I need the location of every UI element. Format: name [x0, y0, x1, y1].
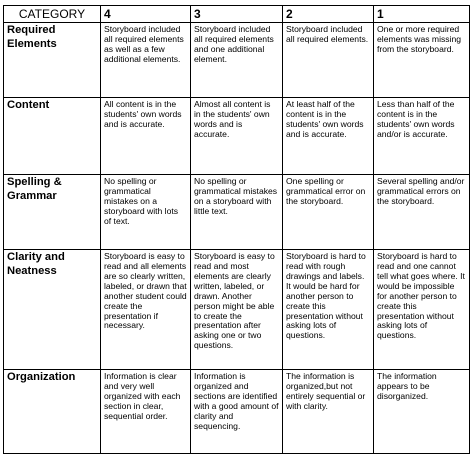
rubric-cell: At least half of the content is in the students' own words and is accurate. [283, 97, 374, 175]
rubric-cell: The information is organized,but not entirely sequential or with clarity. [283, 370, 374, 454]
rubric-cell: Storyboard is easy to read and most elements are clearly written, labeled, or drawn. Another person might be able to create the presentation after asking one or two questions. [191, 250, 283, 370]
criterion-content: Content [4, 97, 101, 175]
criterion-spelling-grammar: Spelling & Grammar [4, 175, 101, 250]
criterion-organization: Organization [4, 370, 101, 454]
rubric-cell: Storyboard included all required elements as well as a few additional elements. [101, 23, 191, 98]
table-row [4, 23, 470, 98]
rubric-cell: No spelling or grammatical mistakes on a storyboard with lots of text. [101, 175, 191, 250]
table-row [4, 250, 470, 370]
table-row [4, 370, 470, 454]
rubric-cell: Several spelling and/or grammatical errors on the storyboard. [374, 175, 470, 250]
rubric-cell: The information appears to be disorganized. [374, 370, 470, 454]
rubric-cell: No spelling or grammatical mistakes on a storyboard with little text. [191, 175, 283, 250]
rubric-cell: Storyboard is easy to read and all elements are so clearly written, labeled, or drawn that another student could create the presentation if necessary. [101, 250, 191, 370]
category-header: CATEGORY [4, 6, 101, 23]
criterion-clarity-neatness: Clarity and Neatness [4, 250, 101, 370]
rubric-cell: Less than half of the content is in the students' own words and/or is accurate. [374, 97, 470, 175]
table-row [4, 175, 470, 250]
rubric-cell: Almost all content is in the students' own words and is accurate. [191, 97, 283, 175]
level-header-3: 3 [191, 6, 283, 23]
header-row [4, 6, 470, 23]
rubric-cell: Storyboard is hard to read with rough drawings and labels. It would be hard for another person to create this presentation without asking lots of questions. [283, 250, 374, 370]
rubric-cell: Information is organized and sections are identified with a good amount of clarity and sequencing. [191, 370, 283, 454]
rubric-cell: Information is clear and very well organized with each section in clear, sequential order. [101, 370, 191, 454]
rubric-cell: All content is in the students' own words and is accurate. [101, 97, 191, 175]
level-header-2: 2 [283, 6, 374, 23]
rubric-cell: Storyboard included all required elements. [283, 23, 374, 98]
level-header-1: 1 [374, 6, 470, 23]
level-header-4: 4 [101, 6, 191, 23]
rubric-cell: One or more required elements was missing from the storyboard. [374, 23, 470, 98]
rubric-cell: Storyboard included all required elements and one additional element. [191, 23, 283, 98]
rubric-cell: One spelling or grammatical error on the storyboard. [283, 175, 374, 250]
table-row [4, 97, 470, 175]
rubric-cell: Storyboard is hard to read and one cannot tell what goes where. It would be impossible for another person to create this presentation without asking lots of questions. [374, 250, 470, 370]
rubric-table [3, 5, 470, 454]
criterion-required-elements: Required Elements [4, 23, 101, 98]
